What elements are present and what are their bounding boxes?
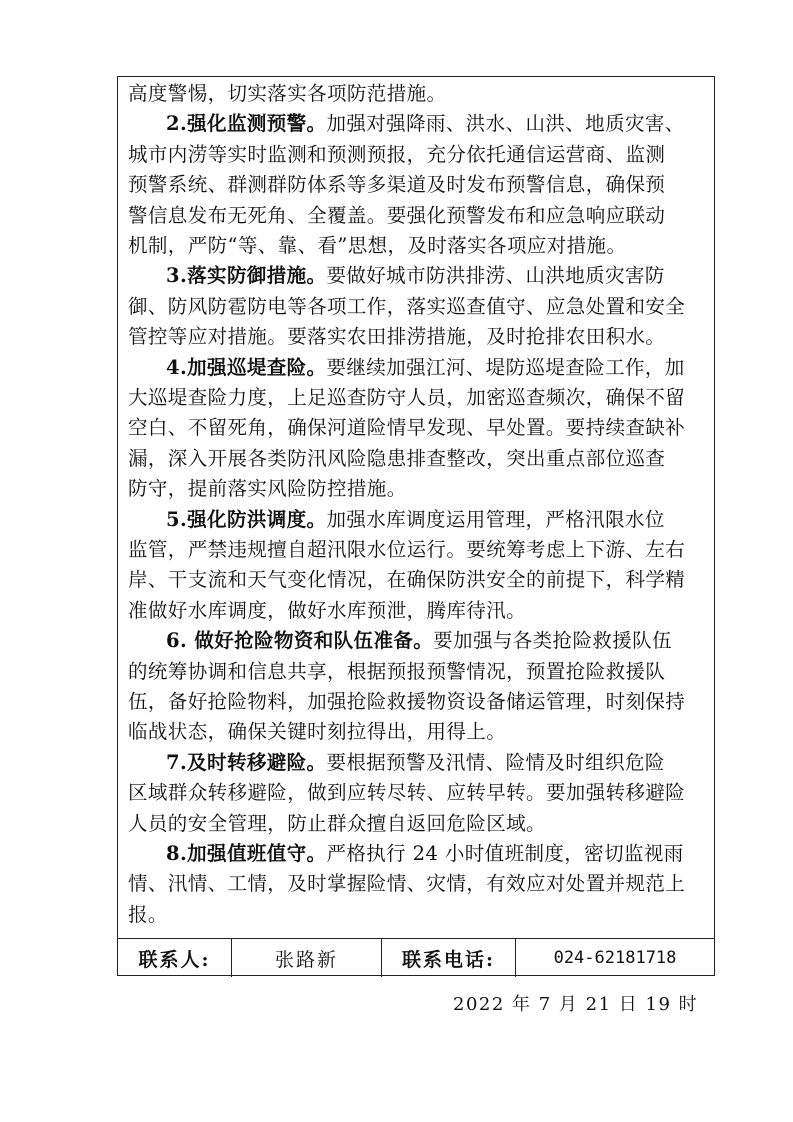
- phone-number: 024-62181718: [553, 948, 677, 968]
- text-line: [128, 655, 712, 688]
- text-line: [128, 138, 712, 171]
- text-line: [166, 107, 712, 140]
- line-text: 预警系统、群测群防体系等多渠道及时发布预警信息，确保预: [128, 173, 666, 197]
- line-text: 管控等应对措施。要落实农田排涝措施，及时抢排农田积水。: [128, 325, 666, 349]
- line-text: 临战状态，确保关键时刻拉得出，用得上。: [128, 720, 507, 744]
- line-text: 警信息发布无死角、全覆盖。要强化预警发布和应急响应联动: [128, 203, 666, 227]
- document-date: 2022 年 7 月 21 日 19 时: [453, 994, 699, 1015]
- text-line: [166, 503, 712, 536]
- section-heading: 5.强化防洪调度。: [166, 507, 327, 531]
- text-line: [128, 411, 712, 444]
- text-line: [128, 533, 712, 566]
- line-text: 御、防风防雹防电等各项工作，落实巡查值守、应急处置和安全: [128, 294, 686, 318]
- text-line: [128, 472, 712, 505]
- line-text: 监管，严禁违规擅自超汛限水位运行。要统筹考虑上下游、左右: [128, 538, 686, 561]
- contact-label: 联系人:: [118, 939, 232, 977]
- document-table: [117, 76, 715, 976]
- line-text: 情、汛情、工情，及时掌握险情、灾情，有效应对处置并规范上: [128, 872, 686, 896]
- line-text: 城市内涝等实时监测和预测预报，充分依托通信运营商、监测: [128, 142, 666, 166]
- text-line: [128, 898, 712, 931]
- line-text: 防守，提前落实风险防控措施。: [128, 477, 407, 501]
- line-text: 伍，备好抢险物料，加强抢险救援物资设备储运管理，时刻保持: [128, 690, 686, 713]
- line-text: 人员的安全管理，防止群众擅自返回危险区域。: [128, 811, 546, 835]
- line-text: 机制，严防“等、靠、看”思想，及时落实各项应对措施。: [128, 234, 627, 257]
- text-line: [128, 168, 712, 201]
- line-text: 的统筹协调和信息共享，根据预报预警情况，预置抢险救援队: [128, 659, 666, 683]
- text-line: [166, 351, 712, 384]
- text-line: [128, 776, 712, 809]
- text-line: [128, 229, 712, 262]
- line-text: 岸、干支流和天气变化情况，在确保防洪安全的前提下，科学精: [128, 568, 686, 592]
- text-line: [128, 563, 712, 596]
- text-line: [128, 77, 712, 110]
- line-text: 要加强与各类抢险救援队伍: [433, 629, 672, 653]
- text-line: [166, 624, 712, 657]
- line-text: 加强对强降雨、洪水、山洪、地质灾害、: [326, 112, 685, 136]
- text-line: [128, 199, 712, 232]
- line-text: 高度警惕，切实落实各项防范措施。: [128, 82, 447, 105]
- text-line: [128, 715, 712, 748]
- line-text: 准做好水库调度，做好水库预泄，腾库待汛。: [128, 598, 527, 622]
- section-heading: 6. 做好抢险物资和队伍准备。: [166, 629, 434, 653]
- line-text: 漏，深入开展各类防汛风险隐患排查整改，突出重点部位巡查: [128, 446, 666, 470]
- section-heading: 2.强化监测预警。: [166, 112, 327, 136]
- text-line: [128, 381, 712, 414]
- line-text: 区域群众转移避险，做到应转尽转、应转早转。要加强转移避险: [128, 781, 686, 805]
- text-line: [128, 867, 712, 900]
- line-text: 加强水库调度运用管理，严格汛限水位: [326, 507, 665, 531]
- text-line: [128, 320, 712, 353]
- line-text: 空白、不留死角，确保河道险情早发现、早处置。要持续查缺补: [128, 416, 686, 440]
- text-line: [128, 290, 712, 323]
- text-line: [166, 746, 712, 779]
- line-text: 要继续加强江河、堤防巡堤查险工作，加: [326, 355, 685, 379]
- text-line: [166, 837, 712, 870]
- text-line: [128, 594, 712, 627]
- contact-row: [118, 939, 714, 977]
- phone-label: 联系电话:: [382, 939, 516, 977]
- section-heading: 7.及时转移避险。: [166, 750, 327, 774]
- section-heading: 3.落实防御措施。: [166, 264, 327, 288]
- document-body: [118, 77, 714, 939]
- line-text: 大巡堤查险力度，上足巡查防守人员，加密巡查频次，确保不留: [128, 386, 686, 409]
- contact-name: 张路新: [232, 939, 382, 977]
- line-text: 要做好城市防洪排涝、山洪地质灾害防: [326, 264, 665, 288]
- line-text: 报。: [128, 902, 168, 926]
- section-heading: 8.加强值班值守。: [166, 842, 327, 865]
- line-text: 要根据预警及汛情、险情及时组织危险: [326, 750, 665, 774]
- text-line: [166, 259, 712, 292]
- section-heading: 4.加强巡堤查险。: [166, 355, 327, 379]
- text-line: [128, 685, 712, 718]
- line-text: 严格执行 24 小时值班制度，密切监视雨: [326, 842, 684, 865]
- text-line: [128, 442, 712, 475]
- text-line: [128, 807, 712, 840]
